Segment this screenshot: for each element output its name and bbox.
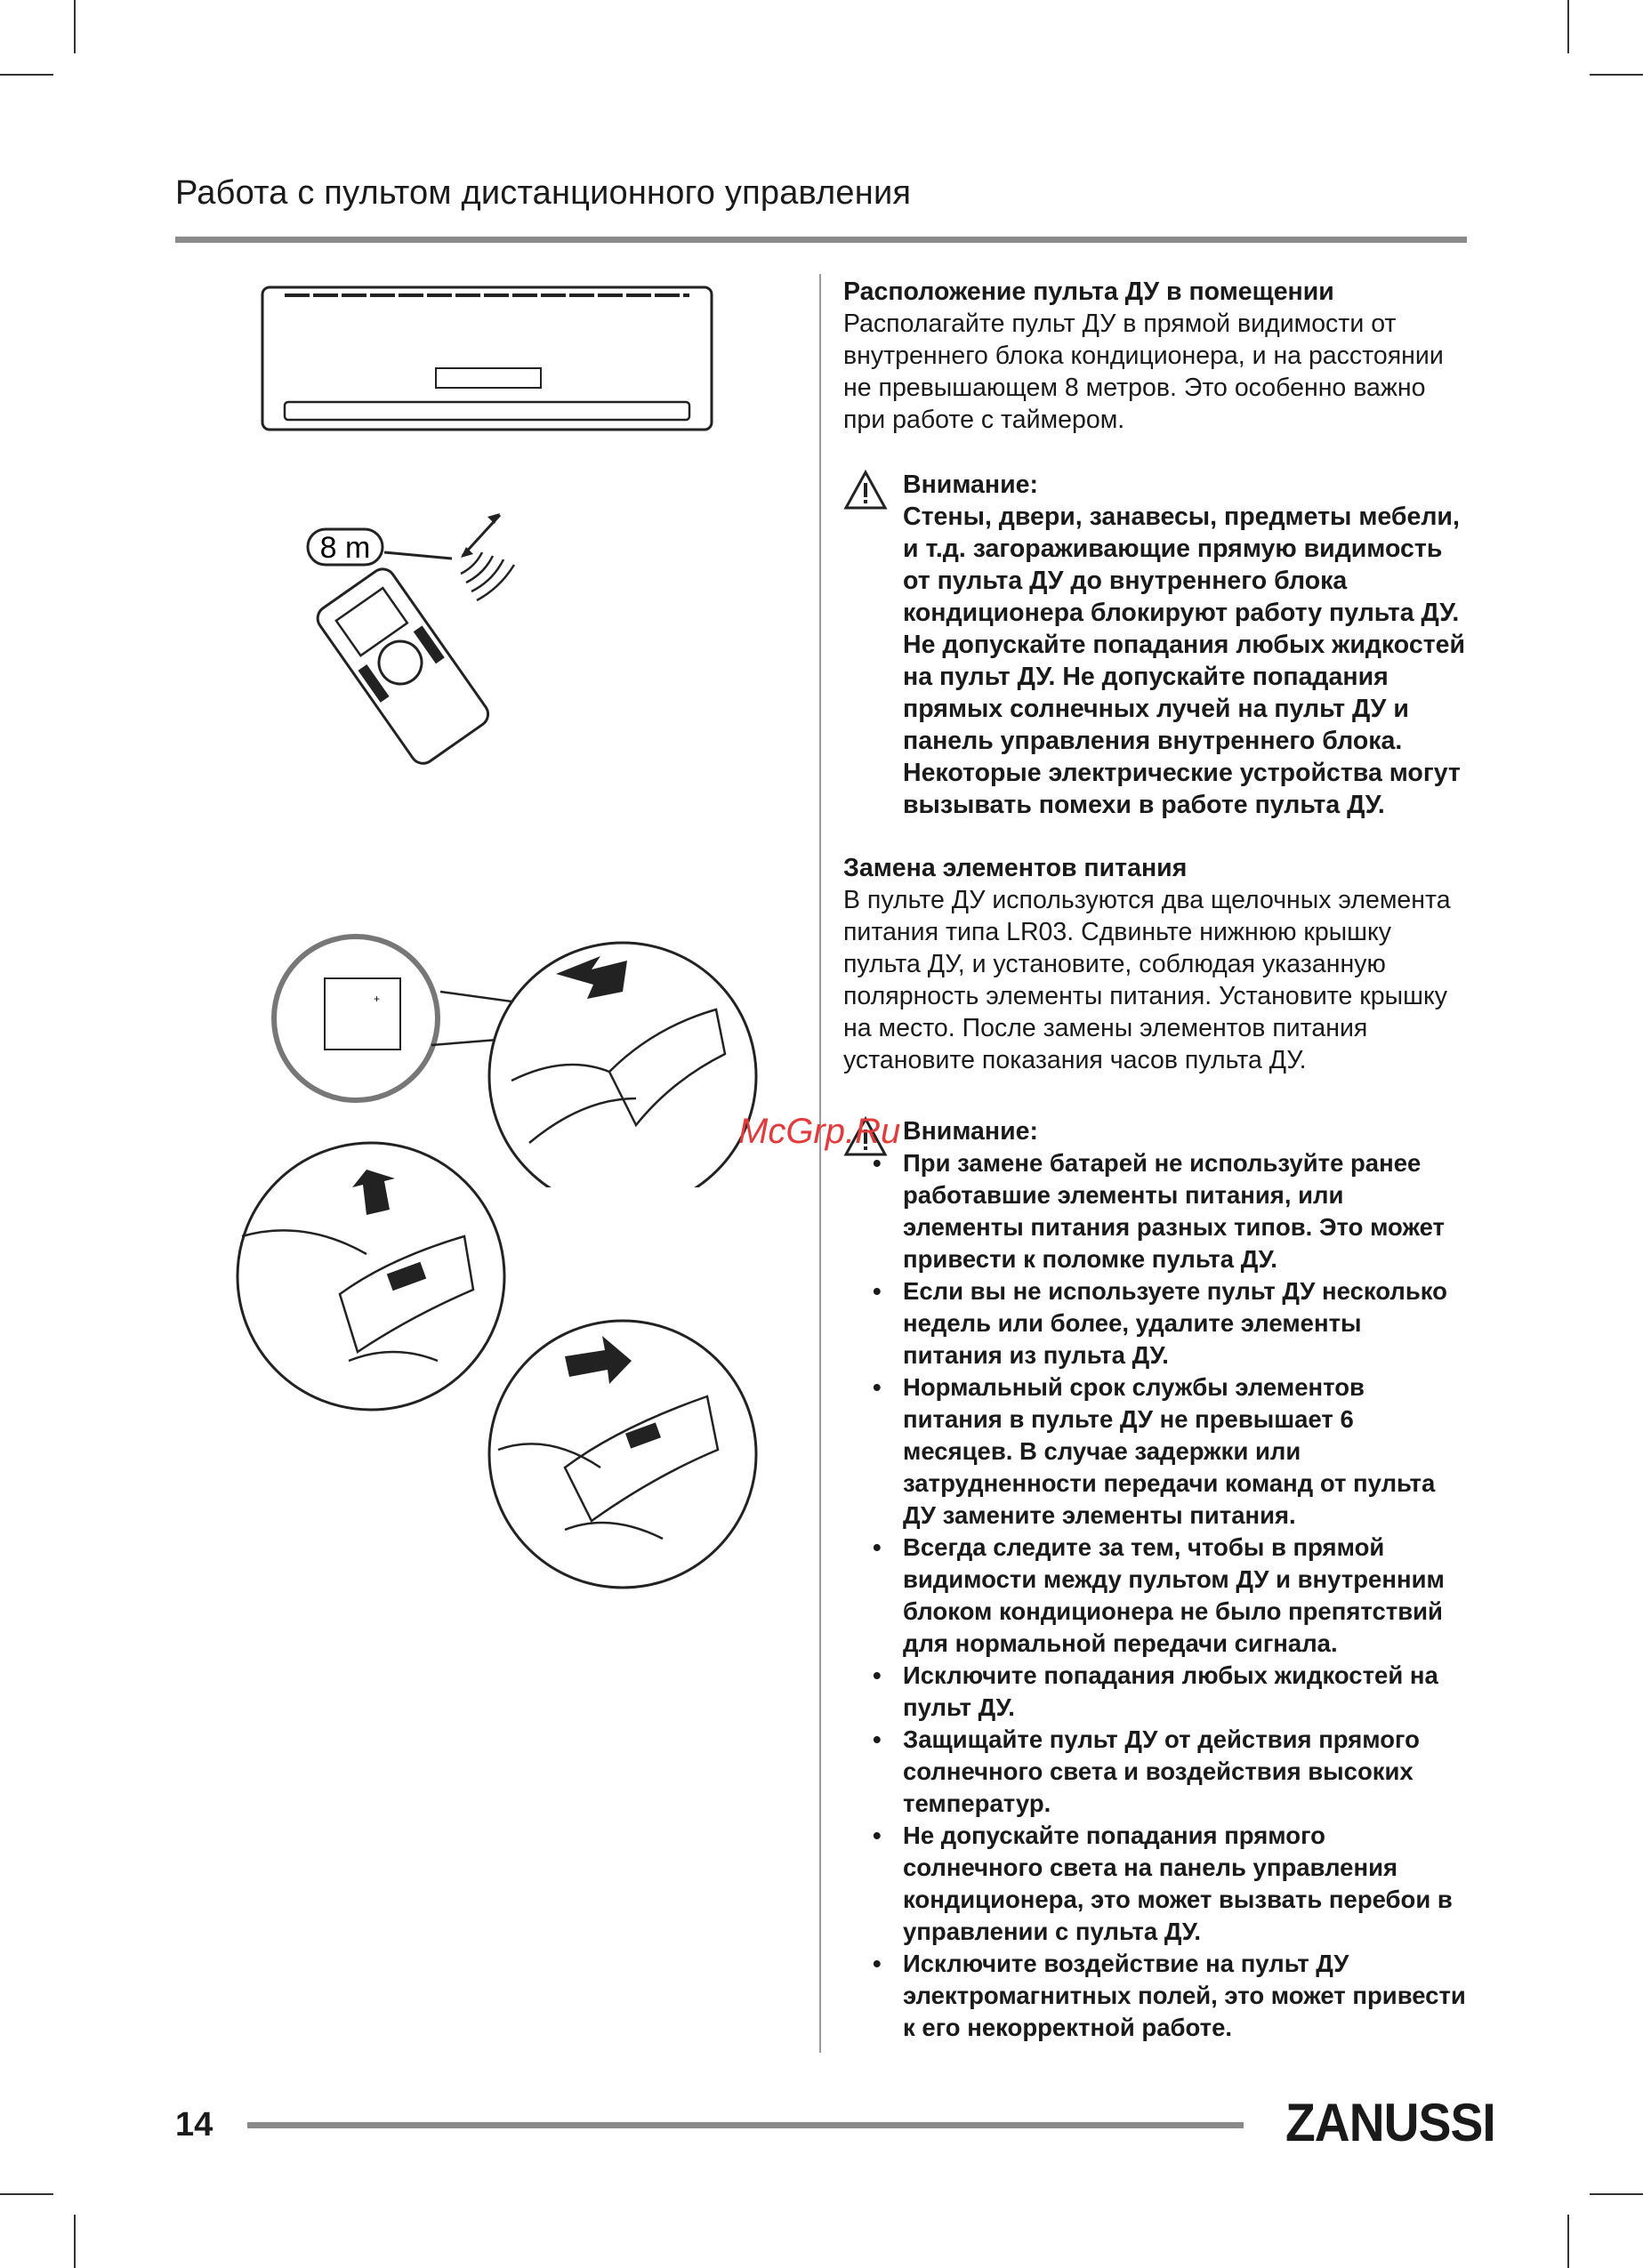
crop-mark xyxy=(1567,0,1569,53)
indoor-unit-illustration xyxy=(258,283,721,438)
list-item: • Исключите попадания любых жидкостей на пульт ДУ. xyxy=(903,1660,1468,1724)
list-item: • При замене батарей не используйте ранее работавшие элементы питания, или элементы питания разных типов. Это может привести к поломке пульта ДУ. xyxy=(903,1147,1468,1275)
crop-mark xyxy=(1590,2193,1643,2195)
section-heading: Замена элементов питания xyxy=(843,854,1188,882)
page-title: Работа с пультом дистанционного управления xyxy=(175,174,912,212)
svg-text:+: + xyxy=(374,993,381,1005)
warning-title: Внимание: xyxy=(903,1117,1038,1146)
section-text: Располагайте пульт ДУ в прямой видимости от внутреннего блока кондиционера, и на расстоянии не превышающем 8 метров. Это особенно важно при работе с таймером. xyxy=(843,310,1444,434)
list-item: • Не допускайте попадания прямого солнечного света на панель управления кондиционера, это может вызвать перебои в управлении с пульта ДУ. xyxy=(903,1820,1468,1948)
list-item: • Нормальный срок службы элементов питания в пульте ДУ не превышает 6 месяцев. В случае задержки или затрудненности передачи команд от пульта ДУ замените элементы питания. xyxy=(903,1371,1468,1532)
warning-block xyxy=(843,1115,1468,2044)
warning-title: Внимание: xyxy=(903,470,1038,499)
section-remote-location xyxy=(843,276,1468,436)
section-heading: Расположение пульта ДУ в помещении xyxy=(843,277,1334,306)
warning-icon xyxy=(843,469,888,511)
crop-mark xyxy=(0,2193,53,2195)
list-item: • Исключите воздействие на пульт ДУ электромагнитных полей, это может привести к его некорректной работе. xyxy=(903,1948,1468,2044)
footer-rule xyxy=(247,2122,1244,2128)
distance-label: 8 m xyxy=(319,531,371,565)
brand-logo: ZANUSSI xyxy=(1285,2093,1495,2152)
header-rule xyxy=(175,237,1467,243)
list-item: • Если вы не используете пульт ДУ несколько недель или более, удалите элементы питания из пульта ДУ. xyxy=(903,1275,1468,1371)
crop-mark xyxy=(74,2215,76,2268)
cover-close-illustration xyxy=(485,1316,761,1592)
crop-mark xyxy=(1567,2215,1569,2268)
watermark: McGrp.Ru xyxy=(738,1112,901,1151)
crop-mark xyxy=(0,74,53,76)
section-text: В пульте ДУ используются два щелочных элемента питания типа LR03. Сдвиньте нижнюю крышку пульта ДУ, и установите, соблюдая указанную полярность элементы питания. Установите крышку на место. После замены элементов питания установите показания часов пульта ДУ. xyxy=(843,886,1451,1074)
crop-mark xyxy=(1590,74,1643,76)
page-number: 14 xyxy=(175,2106,213,2143)
battery-insert-illustration xyxy=(233,1138,509,1423)
remote-distance-illustration xyxy=(302,503,543,774)
section-battery-replacement xyxy=(843,852,1468,1076)
warning-block xyxy=(843,469,1468,821)
list-item: • Защищайте пульт ДУ от действия прямого солнечного света и воздействия высоких температур. xyxy=(903,1724,1468,1820)
list-item: • Всегда следите за тем, чтобы в прямой видимости между пультом ДУ и внутренним блоком кондиционера не было препятствий для нормальной передачи сигнала. xyxy=(903,1532,1468,1660)
warning-text: Стены, двери, занавесы, предметы мебели, и т.д. загораживающие прямую видимость от пульта ДУ до внутреннего блока кондиционера блокируют работу пульта ДУ. Не допускайте попадания любых жидкостей на пульт ДУ. Не допускайте попадания прямых солнечных лучей на пульт ДУ и панель управления внутреннего блока. Некоторые электрические устройства могут вызывать помехи в работе пульта ДУ. xyxy=(903,503,1466,819)
crop-mark xyxy=(74,0,76,53)
column-divider xyxy=(819,274,821,2053)
warning-list xyxy=(903,1147,1468,2044)
